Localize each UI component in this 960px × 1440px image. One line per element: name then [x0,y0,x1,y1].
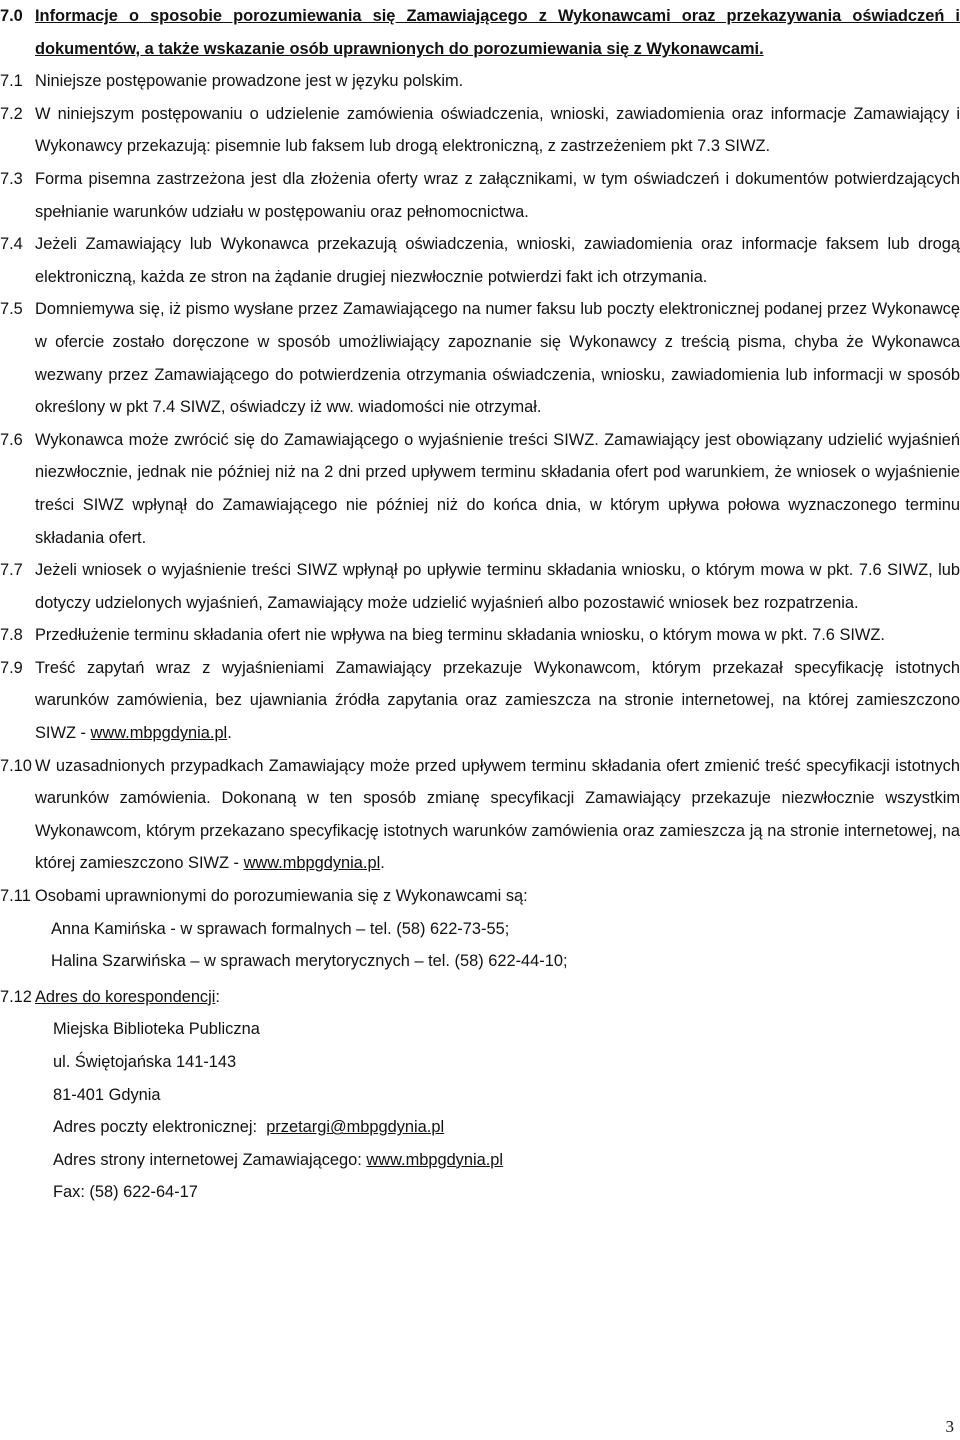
paragraph-number: 7.6 [0,430,23,449]
paragraph-text: Przedłużenie terminu składania ofert nie wpływa na bieg terminu składania wniosku, o którym mowa w pkt. 7.6 SIWZ. [35,626,885,645]
paragraph-number: 7.5 [0,300,23,319]
paragraph-number: 7.12 [0,987,32,1006]
paragraph-7-9 [0,652,960,750]
paragraph-number: 7.8 [0,626,23,645]
paragraph-text: Treść zapytań wraz z wyjaśnieniami Zamawiający przekazuje Wykonawcom, którym przekazał specyfikację istotnych warunków zamówienia, bez ujawniania źródła zapytania oraz zamieszcza na stronie internetowej, na której zamieszczono SIWZ - [35,658,960,743]
website-link[interactable]: www.mbpgdynia.pl [90,724,228,743]
paragraph-list [0,65,960,652]
paragraph-7-6 [0,424,960,554]
address-city: 81-401 Gdynia [53,1085,161,1104]
paragraph-7-10 [0,750,960,880]
address-street: ul. Świętojańska 141-143 [53,1053,237,1071]
website-label: Adres strony internetowej Zamawiającego: [53,1150,367,1169]
paragraph-7-1 [0,65,960,98]
paragraph-7-5 [0,293,960,423]
address-colon: : [215,987,220,1006]
website-line [35,1144,960,1177]
section-number: 7.0 [0,7,23,25]
paragraph-text: Jeżeli Zamawiający lub Wykonawca przekazują oświadczenia, wnioski, zawiadomienia oraz informacje faksem lub drogą elektroniczną, każda ze stron na żądanie drugiej niezwłocznie potwierdzi fakt ich otrzymania. [35,235,960,286]
paragraph-text: W niniejszym postępowaniu o udzielenie zamówienia oświadczenia, wnioski, zawiadomienia oraz informacje Zamawiający i Wykonawcy przekazują: pisemnie lub faksem lub drogą elektroniczną, z zastrzeżeniem pkt 7.3 SIWZ. [35,104,960,156]
paragraph-number: 7.4 [0,235,23,254]
paragraph-number: 7.7 [0,561,23,580]
website-link[interactable]: www.mbpgdynia.pl [243,854,381,873]
paragraph-text: Osobami uprawnionymi do porozumiewania się z Wykonawcami są: [35,887,528,906]
paragraph-7-4 [0,228,960,293]
paragraph-text: W uzasadnionych przypadkach Zamawiający może przed upływem terminu składania ofert zmienić treść specyfikacji istotnych warunków zamówienia. Dokonaną w ten sposób zmianę specyfikacji Zamawiający przekazuje niezwłocznie wszystkim Wykonawcom, którym przekazano specyfikację istotnych warunków zamówienia oraz zamieszcza ją na stronie internetowej, na której zamieszczono SIWZ - [35,756,960,873]
paragraph-text: Jeżeli wniosek o wyjaśnienie treści SIWZ wpłynął po upływie terminu składania wniosku, o którym mowa w pkt. 7.6 SIWZ, lub dotyczy udzielonych wyjaśnień, Zamawiający może udzielić wyjaśnień albo pozostawić wniosek bez rozpatrzenia. [35,561,960,612]
paragraph-7-8 [0,619,960,652]
email-label: Adres poczty elektronicznej: [53,1118,267,1137]
paragraph-text: Forma pisemna zastrzeżona jest dla złożenia oferty wraz z załącznikami, w tym oświadczeń i dokumentów potwierdzających spełnianie warunków udziału w postępowaniu oraz pełnomocnictwa. [35,169,960,221]
paragraph-number: 7.3 [0,169,23,188]
paragraph-7-7 [0,554,960,619]
paragraph-text: Niniejsze postępowanie prowadzone jest w języku polskim. [35,72,464,91]
paragraph-7-3 [0,163,960,228]
paragraph-text: Wykonawca może zwrócić się do Zamawiającego o wyjaśnienie treści SIWZ. Zamawiający jest obowiązany udzielić wyjaśnień niezwłocznie, jednak nie później niż na 2 dni przed upływem terminu składania ofert pod warunkiem, że wniosek o wyjaśnienie treści SIWZ wpłynął do Zamawiającego nie później niż do końca dnia, w którym upływa połowa wyznaczonego terminu składania ofert. [35,430,960,547]
paragraph-7-2 [0,98,960,163]
paragraph-number: 7.10 [0,756,32,775]
website-link[interactable]: www.mbpgdynia.pl [366,1150,504,1169]
paragraph-number: 7.11 [0,887,31,906]
section-title: Informacje o sposobie porozumiewania się Zamawiającego z Wykonawcami oraz przekazywania oświadczeń i dokumentów, a także wskazanie osób uprawnionych do porozumiewania się z Wykonawcami. [35,7,960,58]
email-line [35,1111,960,1144]
paragraph-7-12 [0,981,960,1209]
section-heading [0,0,960,65]
paragraph-number: 7.2 [0,104,23,123]
page-number: 3 [945,1417,954,1436]
contact-person: Anna Kamińska - w sprawach formalnych – tel. (58) 622-73-55; [51,919,510,938]
paragraph-end: . [380,854,385,873]
contact-person: Halina Szarwińska – w sprawach merytorycznych – tel. (58) 622-44-10; [51,952,568,971]
paragraph-text: Domniemywa się, iż pismo wysłane przez Zamawiającego na numer faksu lub poczty elektronicznej podanej przez Wykonawcę w ofercie zostało doręczone w sposób umożliwiający zapoznanie się Wykonawcy z treścią pisma, chyba że Wykonawca wezwany przez Zamawiającego do potwierdzenia otrzymania oświadczenia, wniosku, zawiadomienia lub informacji w sposób określony w pkt 7.4 SIWZ, oświadczy iż ww. wiadomości nie otrzymał. [35,300,960,417]
email-link[interactable]: przetargi@mbpgdynia.pl [266,1118,445,1137]
address-org: Miejska Biblioteka Publiczna [53,1020,260,1039]
paragraph-7-11 [0,880,960,978]
address-label: Adres do korespondencji [35,987,216,1006]
paragraph-end: . [227,724,232,743]
paragraph-number: 7.1 [0,72,23,91]
fax-number: Fax: (58) 622-64-17 [53,1183,198,1202]
paragraph-number: 7.9 [0,658,23,677]
